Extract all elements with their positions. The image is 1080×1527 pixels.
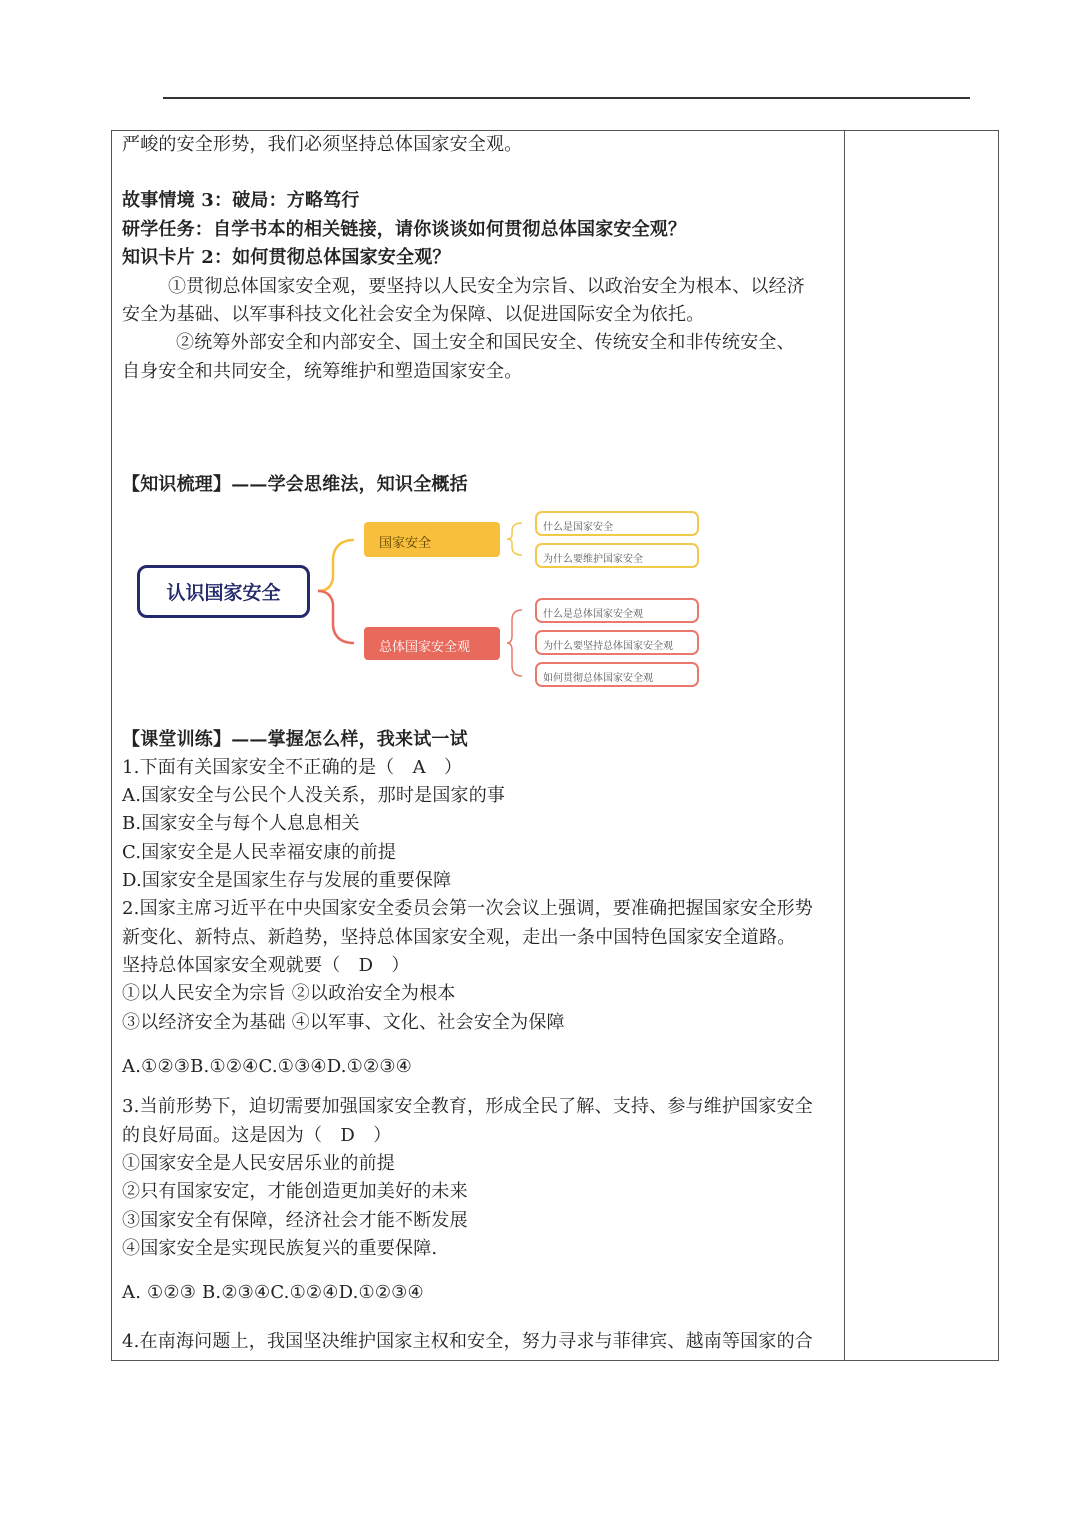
option-line: A.国家安全与公民个人没关系，那时是国家的事 <box>122 785 506 806</box>
answer-choices: A.①②③B.①②④C.①③④D.①②③④ <box>122 1056 413 1077</box>
question-1: 1.下面有关国家安全不正确的是（ A ） <box>122 757 463 778</box>
option-line: B.国家安全与每个人息息相关 <box>122 813 360 834</box>
option-line: ①以人民安全为宗旨 ②以政治安全为根本 <box>122 983 456 1004</box>
text-line: 的良好局面。这是因为（ D ） <box>122 1125 392 1146</box>
mindmap-branch-national-security: 国家安全 <box>364 522 500 557</box>
section-heading-practice: 【课堂训练】——掌握怎么样，我来试一试 <box>122 729 468 750</box>
mindmap-leaf: 为什么要维护国家安全 <box>535 543 699 568</box>
text-line: 严峻的安全形势，我们必须坚持总体国家安全观。 <box>122 134 523 155</box>
knowledge-card-heading: 知识卡片 2：如何贯彻总体国家安全观？ <box>122 247 451 268</box>
text-line: 自身安全和共同安全，统筹维护和塑造国家安全。 <box>122 361 523 382</box>
story-heading: 故事情境 3：破局：方略笃行 <box>122 190 360 211</box>
question-3: 3.当前形势下，迫切需要加强国家安全教育，形成全民了解、支持、参与维护国家安全 <box>122 1096 813 1117</box>
text-line: ①贯彻总体国家安全观，要坚持以人民安全为宗旨、以政治安全为根本、以经济 <box>168 276 805 297</box>
option-line: ①国家安全是人民安居乐业的前提 <box>122 1153 395 1174</box>
question-2: 2.国家主席习近平在中央国家安全委员会第一次会议上强调，要准确把握国家安全形势 <box>122 898 813 919</box>
mindmap-branch-holistic-view: 总体国家安全观 <box>364 627 500 660</box>
option-line: ④国家安全是实现民族复兴的重要保障. <box>122 1238 438 1259</box>
answer-choices: A. ①②③ B.②③④C.①②④D.①②③④ <box>122 1282 424 1303</box>
mindmap-root: 认识国家安全 <box>137 565 310 618</box>
task-heading: 研学任务：自学书本的相关链接，请你谈谈如何贯彻总体国家安全观？ <box>122 219 687 240</box>
option-line: ③以经济安全为基础 ④以军事、文化、社会安全为保障 <box>122 1012 565 1033</box>
mindmap-leaf: 如何贯彻总体国家安全观 <box>535 662 699 687</box>
question-4: 4.在南海问题上，我国坚决维护国家主权和安全，努力寻求与菲律宾、越南等国家的合 <box>122 1331 813 1352</box>
mindmap-leaf: 什么是国家安全 <box>535 511 699 536</box>
mindmap-leaf: 什么是总体国家安全观 <box>535 598 699 623</box>
option-line: C.国家安全是人民幸福安康的前提 <box>122 842 397 863</box>
text-line: ②统筹外部安全和内部安全、国土安全和国民安全、传统安全和非传统安全、 <box>176 332 795 353</box>
option-line: ②只有国家安定，才能创造更加美好的未来 <box>122 1181 468 1202</box>
option-line: D.国家安全是国家生存与发展的重要保障 <box>122 870 452 891</box>
option-line: ③国家安全有保障，经济社会才能不断发展 <box>122 1210 468 1231</box>
text-line: 新变化、新特点、新趋势，坚持总体国家安全观，走出一条中国特色国家安全道路。 <box>122 927 796 948</box>
mindmap-leaf: 为什么要坚持总体国家安全观 <box>535 630 699 655</box>
section-heading-summary: 【知识梳理】——学会思维法，知识全概括 <box>122 474 468 495</box>
text-line: 坚持总体国家安全观就要（ D ） <box>122 955 410 976</box>
text-line: 安全为基础、以军事科技文化社会安全为保障、以促进国际安全为依托。 <box>122 304 705 325</box>
